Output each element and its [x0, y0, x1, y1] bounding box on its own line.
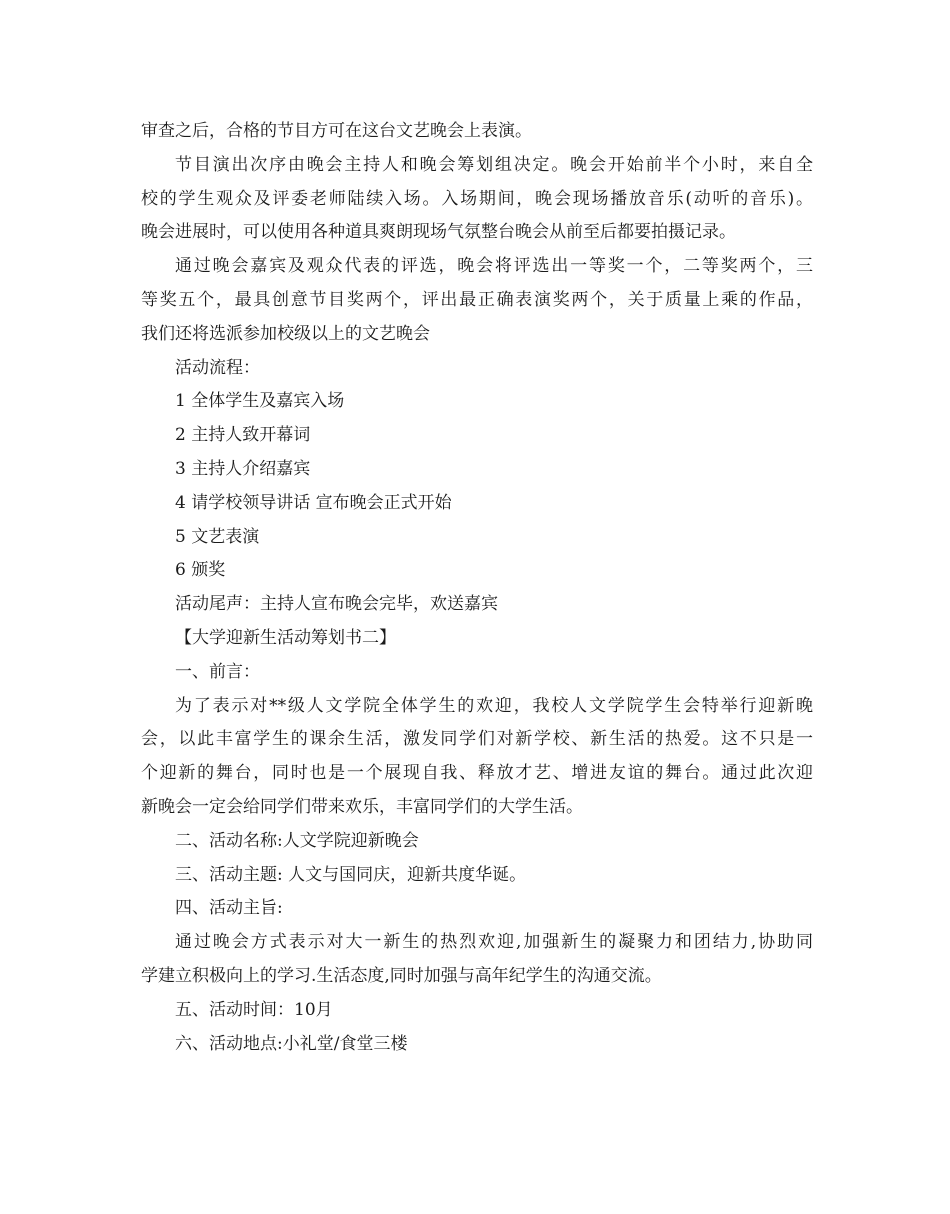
text-line: 1 全体学生及嘉宾入场 — [175, 391, 345, 412]
text-line: 4 请学校领导讲话 宣布晚会正式开始 — [175, 492, 452, 513]
text-line: 六、活动地点:小礼堂/食堂三楼 — [175, 1033, 408, 1054]
text-line: 通过晚会方式表示对大一新生的热烈欢迎,加强新生的凝聚力和团结力,协助同 — [175, 932, 813, 953]
text-line: 五、活动时间：10月 — [175, 999, 333, 1020]
text-line: 会，以此丰富学生的课余生活，激发同学们对新学校、新生活的热爱。这不只是一 — [141, 729, 813, 750]
text-line: 通过晚会嘉宾及观众代表的评选，晚会将评选出一等奖一个，二等奖两个，三 — [175, 256, 813, 277]
text-line: 活动尾声：主持人宣布晚会完毕，欢送嘉宾 — [175, 594, 498, 615]
text-line: 四、活动主旨: — [175, 898, 283, 919]
text-line: 活动流程： — [175, 357, 260, 378]
text-line: 等奖五个，最具创意节目奖两个，评出最正确表演奖两个，关于质量上乘的作品， — [141, 289, 813, 310]
text-line: 审查之后，合格的节目方可在这台文艺晚会上表演。 — [141, 121, 532, 141]
text-line: 新晚会一定会给同学们带来欢乐，丰富同学们的大学生活。 — [141, 796, 583, 817]
text-line: 三、活动主题: 人文与国同庆，迎新共度华诞。 — [175, 864, 527, 885]
text-line: 我们还将选派参加校级以上的文艺晚会 — [141, 323, 430, 344]
text-line: 6 颁奖 — [175, 560, 226, 581]
text-line: 节目演出次序由晚会主持人和晚会筹划组决定。晚会开始前半个小时，来自全 — [175, 154, 813, 175]
text-line: 个迎新的舞台，同时也是一个展现自我、释放才艺、增进友谊的舞台。通过此次迎 — [141, 763, 813, 784]
text-line: 学建立积极向上的学习.生活态度,同时加强与高年纪学生的沟通交流。 — [141, 965, 662, 986]
text-line: 5 文艺表演 — [175, 526, 260, 547]
text-line: 校的学生观众及评委老师陆续入场。入场期间，晚会现场播放音乐(动听的音乐)。 — [141, 188, 813, 209]
text-line: 二、活动名称:人文学院迎新晚会 — [175, 830, 419, 851]
text-line: 2 主持人致开幕词 — [175, 425, 311, 446]
text-line: 一、前言： — [175, 661, 260, 682]
text-line: 晚会进展时，可以使用各种道具爽朗现场气氛整台晚会从前至后都要拍摄记录。 — [141, 222, 736, 243]
document-body — [141, 115, 813, 1061]
text-line: 3 主持人介绍嘉宾 — [175, 458, 311, 479]
text-line: 【大学迎新生活动筹划书二】 — [175, 627, 396, 648]
text-line: 为了表示对**级人文学院全体学生的欢迎，我校人文学院学生会特举行迎新晚 — [175, 695, 813, 716]
